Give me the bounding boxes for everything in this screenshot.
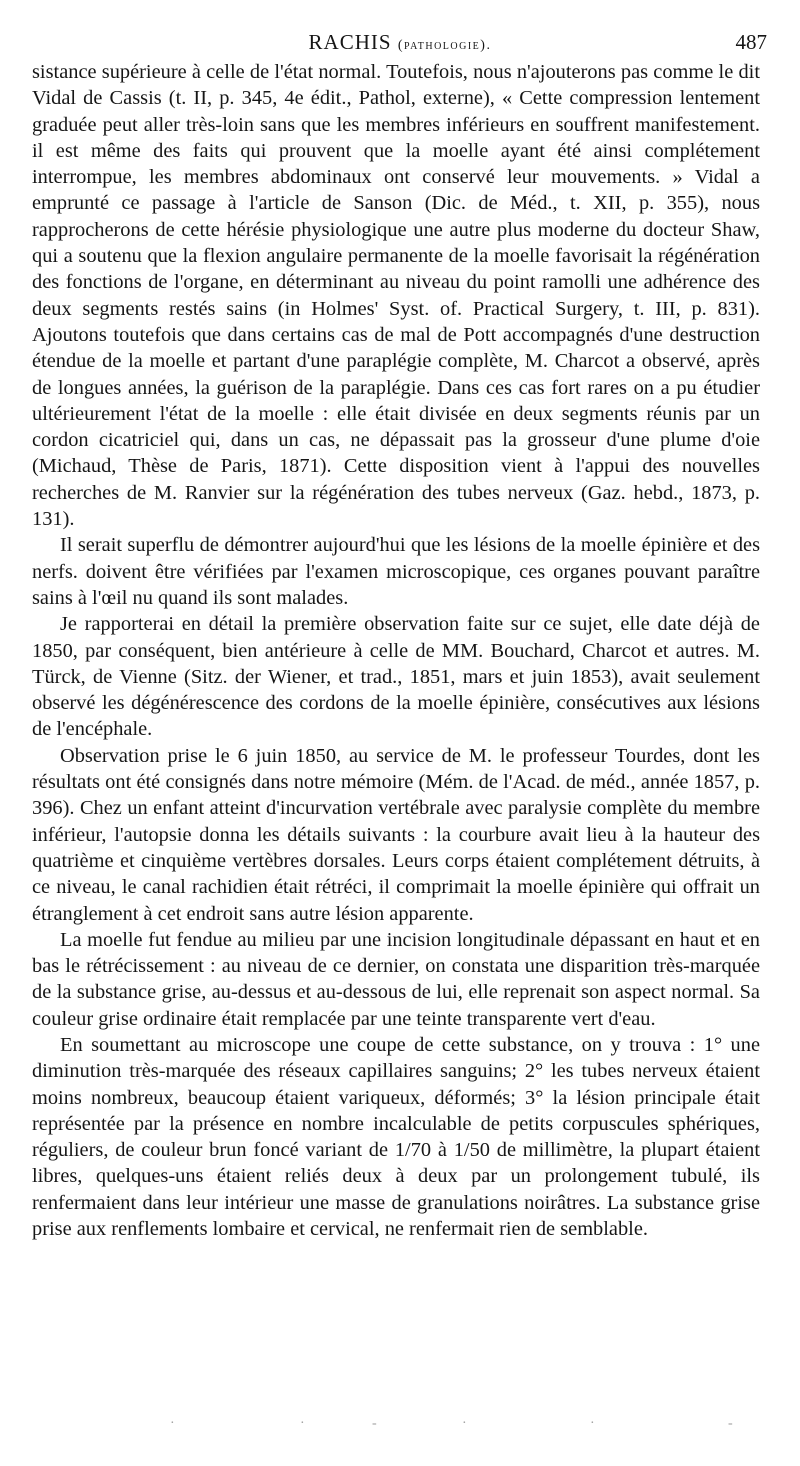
page-header	[0, 28, 800, 58]
body-text	[32, 59, 760, 1242]
running-head	[0, 30, 800, 55]
paragraph-microscopic-exam: Il serait superflu de démontrer aujourd'hui que les lésions de la moelle épinière et des nerfs. doivent être vérifiées par l'examen microscopique, ces organes pouvant paraître sains à l'œil nu quand ils sont malades.	[32, 534, 760, 609]
footer-speck: -	[372, 1416, 377, 1431]
paragraph-observation-1850: Observation prise le 6 juin 1850, au service de M. le professeur Tourdes, dont les résultats ont été consignés dans notre mémoire (Mém. de l'Acad. de méd., année 1857, p. 396). Chez un enfant atteint d'incurvation vertébrale avec paralysie complète du membre inférieur, l'autopsie donna les détails suivants : la courbure avait lieu à la hauteur des quatrième et cinquième vertèbres dorsales. Leurs corps étaient complétement détruits, à ce niveau, le canal rachidien était rétréci, il comprimait la moelle épinière qui offrait un étranglement à cet endroit sans autre lésion apparente.	[32, 744, 760, 925]
footer-speck: -	[728, 1416, 733, 1431]
paragraph-continuation: sistance supérieure à celle de l'état normal. Toutefois, nous n'ajouterons pas comme le dit Vidal de Cassis (t. II, p. 345, 4e édit., Pathol, externe), « Cette compression lentement graduée peut aller très-loin sans que les membres inférieurs en souffrent manifestement. il est même des faits qui prouvent que la moelle ayant été ainsi complétement interrompue, les membres abdominaux ont conservé leur mouvements. » Vidal a emprunté ce passage à l'article de Sanson (Dic. de Méd., t. XII, p. 355), nous rapprocherons de cette hérésie physiologique une autre plus moderne du docteur Shaw, qui a soutenu que la flexion angulaire permanente de la moelle favorisait la régénération des fonctions de l'organe, en déterminant au niveau du point ramolli une adhérence des deux segments restés sains (in Holmes' Syst. of. Practical Surgery, t. III, p. 831). Ajoutons toutefois que dans certains cas de mal de Pott accompagnés d'une destruction étendue de la moelle et partant d'une paraplégie complète, M. Charcot a observé, après de longues années, la guérison de la paraplégie. Dans ces cas fort rares on a pu étudier ultérieurement l'état de la moelle : elle était divisée en deux segments réunis par un cordon cicatriciel qui, dans un cas, ne dépassait pas la grosseur d'une plume d'oie (Michaud, Thèse de Paris, 1871). Cette disposition vient à l'appui des nouvelles recherches de M. Ranvier sur la régénération des tubes nerveux (Gaz. hebd., 1873, p. 131).	[32, 61, 760, 531]
page-footer-specks	[0, 1416, 800, 1436]
paragraph-microscope-findings: En soumettant au microscope une coupe de cette substance, on y trouva : 1° une diminution très-marquée des réseaux capillaires sanguins; 2° les tubes nerveux étaient moins nombreux, beaucoup étaient variqueux, déformés; 3° la lésion principale était représentée par la présence en nombre incalculable de petits corpuscules sphériques, réguliers, de couleur brun foncé variant de 1/70 à 1/50 de millimètre, la plupart étaient libres, quelques-uns étaient reliés deux à deux par un prolongement tubulé, ils renfermaient dans leur intérieur une masse de granulations noirâtres. La substance grise prise aux renflements lombaire et cervical, ne renfermait rien de semblable.	[32, 1033, 760, 1241]
running-head-subtitle: (pathologie).	[397, 38, 492, 53]
footer-speck: ·	[462, 1416, 467, 1431]
footer-speck: ·	[300, 1416, 305, 1431]
footer-speck: ·	[590, 1416, 595, 1431]
paragraph-incision: La moelle fut fendue au milieu par une incision longitudinale dépassant en haut et en bas le rétrécissement : au niveau de ce dernier, on constata une disparition très-marquée de la substance grise, au-dessus et au-dessous de lui, elle reprenait son aspect normal. Sa couleur grise ordinaire était remplacée par une teinte transparente vert d'eau.	[32, 928, 760, 1030]
running-head-title: RACHIS	[308, 30, 392, 54]
footer-speck: ·	[170, 1416, 175, 1431]
page-number: 487	[735, 30, 767, 54]
paragraph-first-observation: Je rapporterai en détail la première observation faite sur ce sujet, elle date déjà de 1850, par conséquent, bien antérieure à celle de MM. Bouchard, Charcot et autres. M. Türck, de Vienne (Sitz. der Wiener, et trad., 1851, mars et juin 1853), avait seulement observé les dégénérescence des cordons de la moelle épinière, consécutives aux lésions de l'encéphale.	[32, 613, 760, 741]
